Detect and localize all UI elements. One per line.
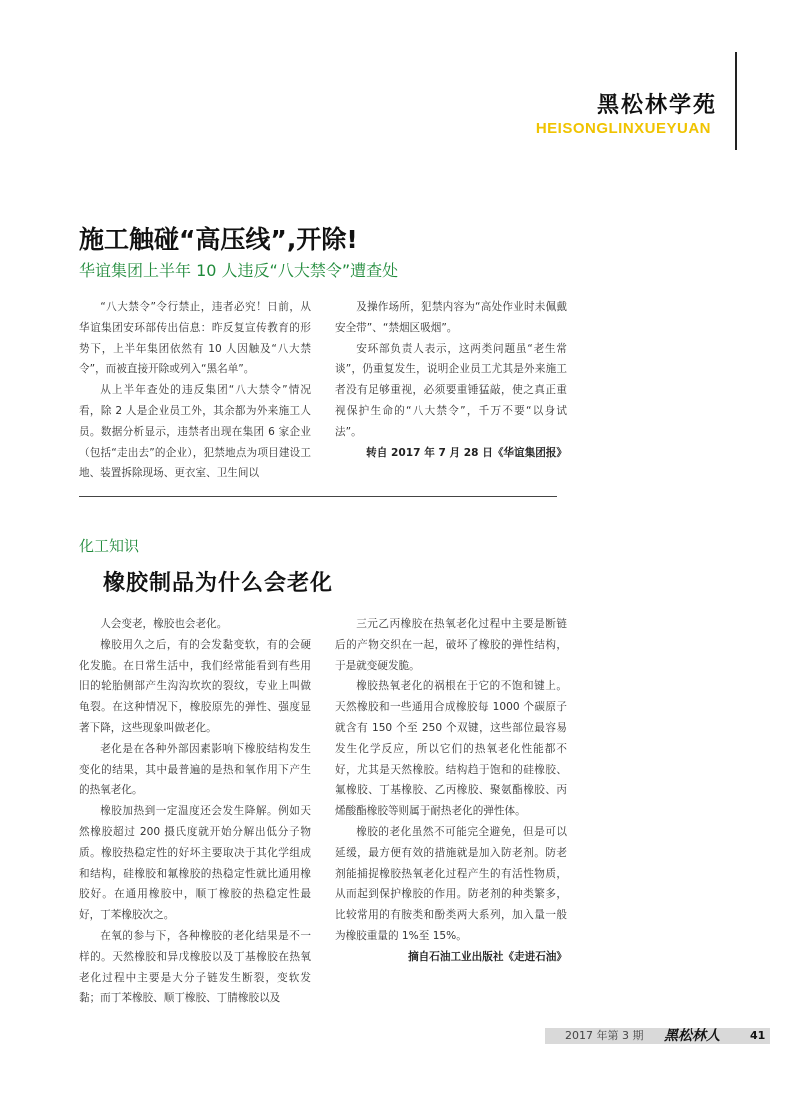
paragraph: “八大禁令”令行禁止，违者必究！日前，从华谊集团安环部传出信息：昨反复宣传教育的形势下，上半年集团依然有 10 人因触及“八大禁令”，而被直接开除或列入“黑名单”。	[79, 301, 311, 376]
paragraph: 从上半年查处的违反集团“八大禁令”情况看，除 2 人是企业员工外，其余都为外来施工人员。数据分析显示，违禁者出现在集团 6 家企业（包括“走出去”的企业），犯禁地点为项目建设工地、装置拆除现场、更衣室、卫生间以	[79, 384, 311, 480]
paragraph: 老化是在各种外部因素影响下橡胶结构发生变化的结果，其中最普遍的是热和氧作用下产生的热氧老化。	[79, 742, 311, 797]
article1-right-column	[335, 297, 567, 463]
section-label: 化工知识	[79, 537, 140, 555]
paragraph: 在氧的参与下，各种橡胶的老化结果是不一样的。天然橡胶和异戊橡胶以及丁基橡胶在热氧老化过程中主要是大分子链发生断裂，变软发黏；而丁苯橡胶、顺丁橡胶、丁腈橡胶以及	[79, 929, 311, 1005]
article2-source: 摘自石油工业出版社《走进石油》	[408, 950, 567, 963]
article1-subtitle: 华谊集团上半年 10 人违反“八大禁令”遭查处	[79, 261, 399, 280]
paragraph: 橡胶热氧老化的祸根在于它的不饱和键上。天然橡胶和一些通用合成橡胶每 1000 个碳原子就含有 150 个至 250 个双键，这些部位最容易发生化学反应，所以它们的热氧老化性能都不好，尤其是天然橡胶。结构趋于饱和的硅橡胶、氟橡胶、丁基橡胶、乙丙橡胶、聚氨酯橡胶、丙烯酸酯橡胶等则属于耐热老化的弹性体。	[335, 680, 567, 818]
page-number: 41	[750, 1029, 766, 1042]
magazine-logo: 黑松林人	[664, 1028, 720, 1044]
article2-title: 橡胶制品为什么会老化	[103, 571, 334, 596]
article1-source: 转自 2017 年 7 月 28 日《华谊集团报》	[366, 446, 567, 459]
article1-left-column	[79, 297, 311, 484]
paragraph: 三元乙丙橡胶在热氧老化过程中主要是断链后的产物交织在一起，破坏了橡胶的弹性结构，于是就变硬发脆。	[335, 618, 567, 672]
paragraph: 人会变老，橡胶也会老化。	[100, 618, 228, 630]
article2-left-column	[79, 614, 311, 1009]
article-divider	[79, 496, 557, 497]
paragraph: 橡胶用久之后，有的会发黏变软，有的会硬化发脆。在日常生活中，我们经常能看到有些用旧的轮胎侧部产生沟沟坎坎的裂纹，专业上叫做龟裂。在这种情况下，橡胶原先的弹性、强度显著下降，这些现象叫做老化。	[79, 638, 311, 734]
paragraph: 安环部负责人表示，这两类问题虽“老生常谈”，仍重复发生，说明企业员工尤其是外来施工者没有足够重视，必须要重锤猛敲，使之真正重视保护生命的“八大禁令”，千万不要“以身试法”。	[335, 342, 567, 438]
paragraph: 及操作场所，犯禁内容为“高处作业时未佩戴安全带”、“禁烟区吸烟”。	[335, 301, 567, 334]
column-pinyin: HEISONGLINXUEYUAN	[535, 120, 711, 137]
paragraph: 橡胶的老化虽然不可能完全避免，但是可以延缓，最方便有效的措施就是加入防老剂。防老剂能捕捉橡胶热氧老化过程产生的有活性物质，从而起到保护橡胶的作用。防老剂的种类繁多，比较常用的有胺类和酚类两大系列，加入量一般为橡胶重量的 1%至 15%。	[335, 825, 567, 942]
column-title: 黑松林学苑	[596, 93, 717, 118]
issue-label: 2017 年第 3 期	[565, 1029, 644, 1042]
paragraph: 橡胶加热到一定温度还会发生降解。例如天然橡胶超过 200 摄氏度就开始分解出低分子物质。橡胶热稳定性的好坏主要取决于其化学组成和结构，硅橡胶和氟橡胶的热稳定性就比通用橡胶好。在通用橡胶中，顺丁橡胶的热稳定性最好，丁苯橡胶次之。	[79, 805, 311, 922]
article2-right-column	[335, 614, 567, 968]
article1-title: 施工触碰“高压线”,开除!	[79, 225, 358, 254]
header-vertical-rule	[735, 52, 737, 150]
